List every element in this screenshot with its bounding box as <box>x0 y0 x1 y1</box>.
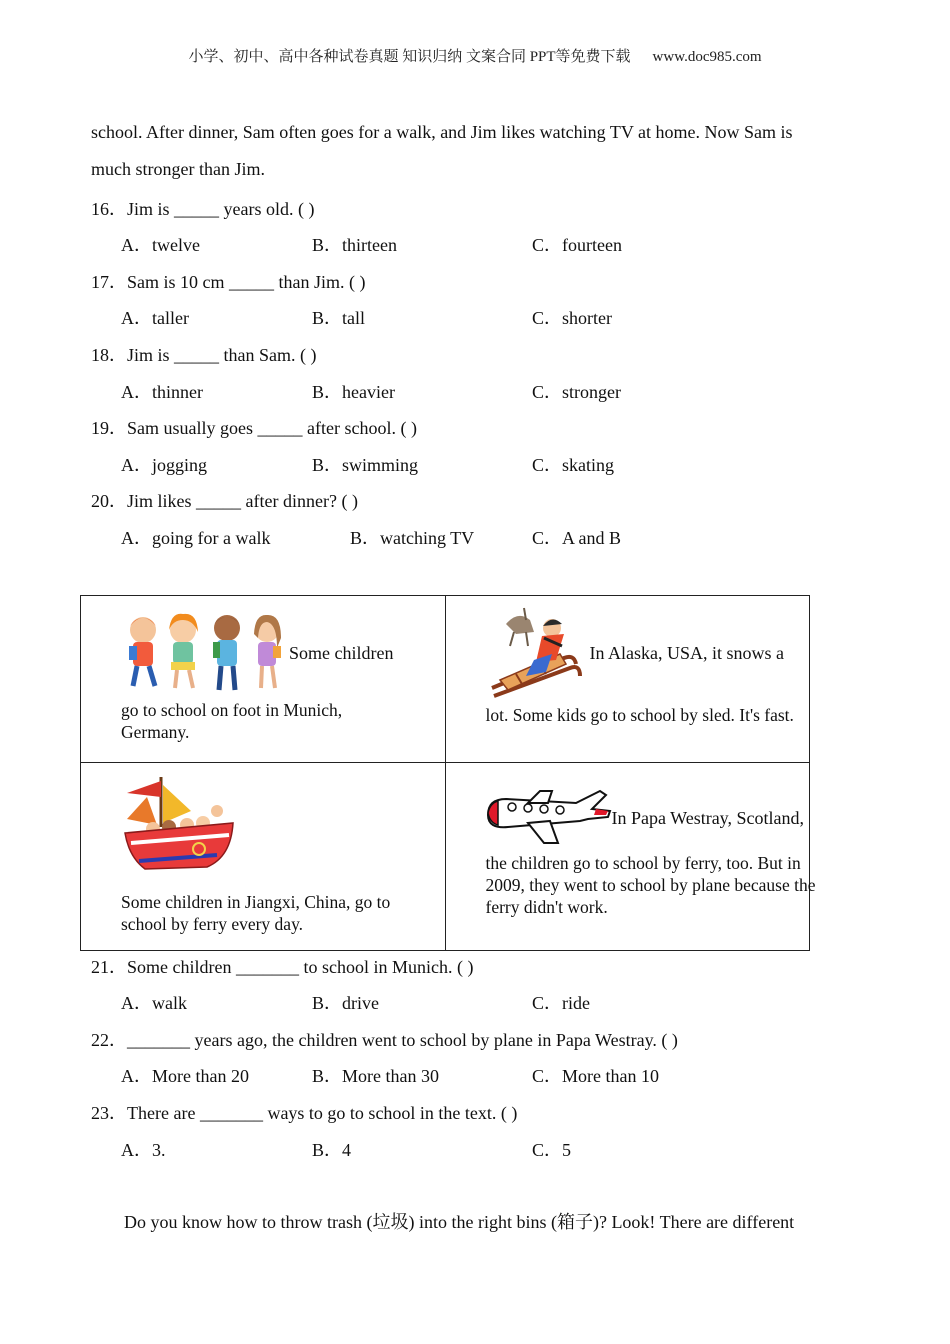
munich-inline-text: Some children <box>289 643 394 663</box>
option-b[interactable]: B．watching TV <box>350 528 475 548</box>
jiangxi-text: Some children in Jiangxi, China, go to school by ferry every day. <box>121 892 391 934</box>
option-b[interactable]: B．swimming <box>312 455 419 475</box>
option-a[interactable]: A．going for a walk <box>121 528 271 548</box>
plane-image <box>484 787 614 847</box>
children-walking-image <box>121 608 289 694</box>
alaska-text: lot. Some kids go to school by sled. It's fast. <box>485 705 794 725</box>
question-22: 22．_______ years ago, the children went to school by plane in Papa Westray. ( ) <box>91 1030 678 1050</box>
option-a[interactable]: A．thinner <box>121 382 203 402</box>
question-16: 16．Jim is _____ years old. ( ) <box>91 199 315 219</box>
option-b[interactable]: B．4 <box>312 1140 352 1160</box>
option-c[interactable]: C．skating <box>532 455 615 475</box>
ferry-image <box>121 771 241 877</box>
passage-line: school. After dinner, Sam often goes for a walk, and Jim likes watching TV at home. Now Sam is <box>91 122 793 142</box>
option-a[interactable]: A．jogging <box>121 455 208 475</box>
option-b[interactable]: B．heavier <box>312 382 395 402</box>
passage-line: much stronger than Jim. <box>91 159 265 179</box>
option-b[interactable]: B．thirteen <box>312 235 397 255</box>
header-site: www.doc985.com <box>652 49 762 65</box>
grid-cell-alaska <box>445 596 810 763</box>
option-b[interactable]: B．More than 30 <box>312 1066 439 1086</box>
option-a[interactable]: A．taller <box>121 308 189 328</box>
option-c[interactable]: C．shorter <box>532 308 612 328</box>
option-c[interactable]: C．5 <box>532 1140 572 1160</box>
papa-westray-inline-text: In Papa Westray, Scotland, <box>611 808 805 828</box>
option-b[interactable]: B．tall <box>312 308 365 328</box>
papa-westray-text: the children go to school by ferry, too. But in 2009, they went to school by plane because the ferry didn't work. <box>485 853 816 917</box>
question-21: 21．Some children _______ to school in Munich. ( ) <box>91 957 474 977</box>
sled-image <box>486 602 586 702</box>
grid-cell-papa-westray <box>445 763 816 951</box>
page-header <box>0 45 950 66</box>
option-b[interactable]: B．drive <box>312 993 379 1013</box>
option-a[interactable]: A．More than 20 <box>121 1066 249 1086</box>
option-c[interactable]: C．More than 10 <box>532 1066 659 1086</box>
grid-cell-jiangxi <box>81 763 446 951</box>
alaska-inline-text: In Alaska, USA, it snows a <box>589 643 784 663</box>
option-a[interactable]: A．3. <box>121 1140 166 1160</box>
question-18: 18．Jim is _____ than Sam. ( ) <box>91 345 317 365</box>
question-23: 23．There are _______ ways to go to school in the text. ( ) <box>91 1103 518 1123</box>
munich-text: go to school on foot in Munich, Germany. <box>121 700 343 742</box>
grid-cell-munich <box>81 596 446 763</box>
option-c[interactable]: C．A and B <box>532 528 622 548</box>
passage-line: Do you know how to throw trash (垃圾) into the right bins (箱子)? Look! There are different <box>124 1212 795 1232</box>
option-a[interactable]: A．walk <box>121 993 187 1013</box>
option-c[interactable]: C．stronger <box>532 382 621 402</box>
reading-grid <box>80 595 816 951</box>
question-19: 19．Sam usually goes _____ after school. ( ) <box>91 418 417 438</box>
question-17: 17．Sam is 10 cm _____ than Jim. ( ) <box>91 272 366 292</box>
header-banner: 小学、初中、高中各种试卷真题 知识归纳 文案合同 PPT等免费下载 <box>188 49 631 65</box>
option-c[interactable]: C．ride <box>532 993 590 1013</box>
option-c[interactable]: C．fourteen <box>532 235 622 255</box>
option-a[interactable]: A．twelve <box>121 235 200 255</box>
question-20: 20．Jim likes _____ after dinner? ( ) <box>91 491 358 511</box>
